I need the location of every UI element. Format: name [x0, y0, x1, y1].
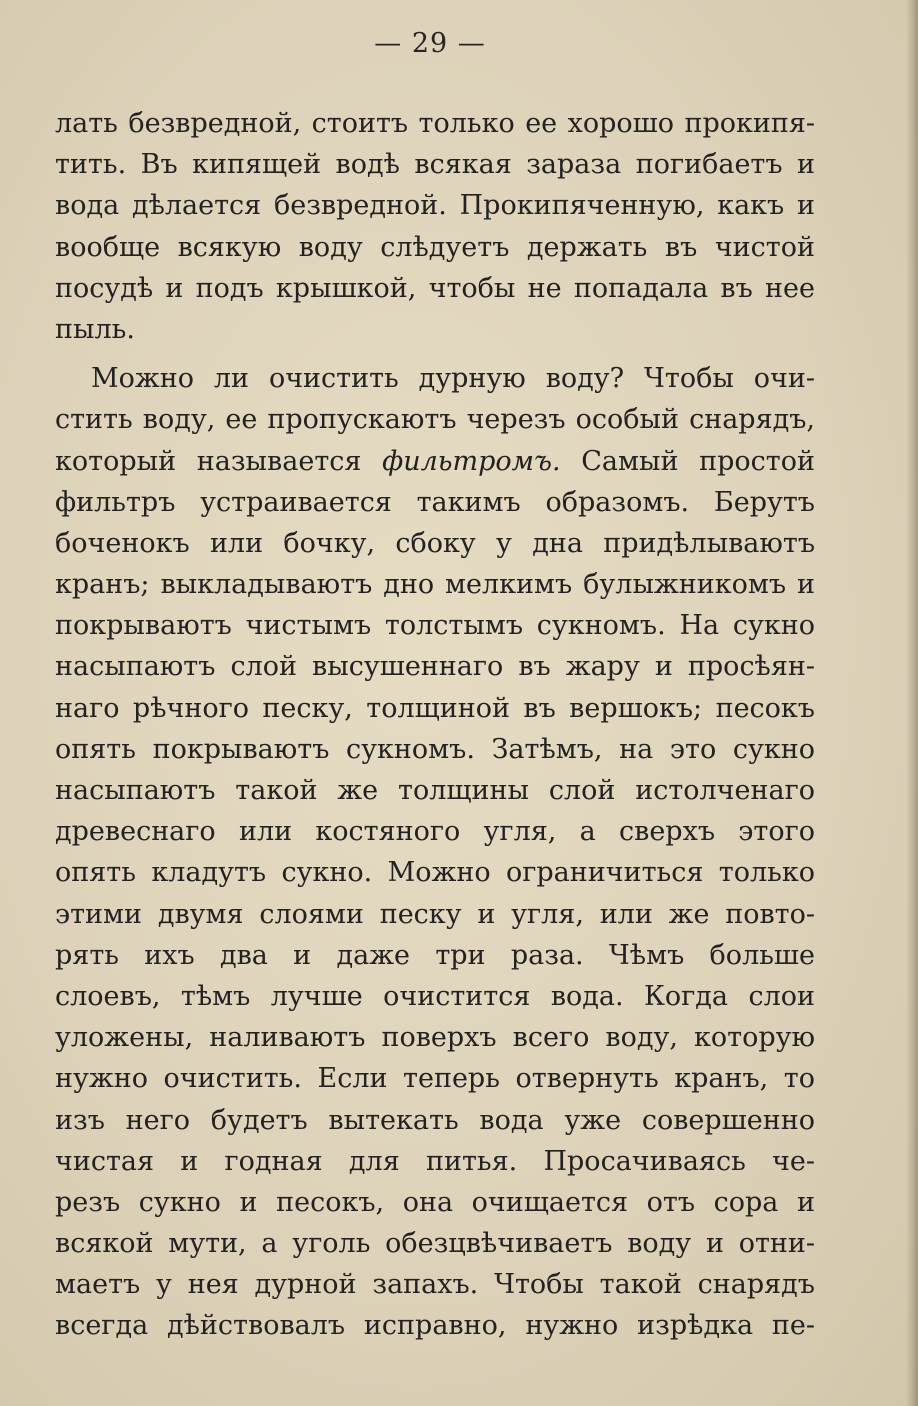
text-line: нужно очистить. Если теперь отвернуть кранъ, то	[55, 1063, 815, 1095]
page-number: — 29 —	[374, 28, 486, 59]
text-line: кранъ; выкладываютъ дно мелкимъ булыжникомъ и	[55, 569, 815, 601]
body-text	[55, 103, 815, 1347]
text-line: вода дѣлается безвредной. Прокипяченную, какъ и	[55, 190, 815, 222]
text-line: тить. Въ кипящей водѣ всякая зараза погибаетъ и	[55, 149, 815, 181]
text-line: насыпаютъ слой высушеннаго въ жару и просѣян-	[55, 651, 815, 683]
text-line: древеснаго или костяного угля, а сверхъ этого	[55, 816, 815, 848]
text-segment: Самый простой	[560, 445, 815, 477]
text-line: насыпаютъ такой же толщины слой истолченаго	[55, 775, 815, 806]
page-edge-shadow	[906, 0, 918, 1406]
text-line: фильтръ устраивается такимъ образомъ. Берутъ	[55, 486, 815, 518]
text-line: чистая и годная для питья. Просачиваясь че-	[55, 1145, 815, 1177]
text-line: покрываютъ чистымъ толстымъ сукномъ. На сукно	[55, 610, 815, 642]
text-line: всегда дѣйствовалъ исправно, нужно изрѣдка пе-	[55, 1310, 815, 1342]
text-line: этими двумя слоями песку и угля, или же повто-	[55, 898, 815, 930]
text-line: рять ихъ два и даже три раза. Чѣмъ больше	[55, 939, 815, 971]
text-line: слоевъ, тѣмъ лучше очистится вода. Когда слои	[55, 980, 815, 1012]
text-line: уложены, наливаютъ поверхъ всего воду, которую	[55, 1022, 815, 1054]
text-line: маетъ у нея дурной запахъ. Чтобы такой снарядъ	[55, 1269, 815, 1301]
text-line: боченокъ или бочку, сбоку у дна придѣлываютъ	[55, 527, 815, 559]
text-line: опять покрываютъ сукномъ. Затѣмъ, на это сукно	[55, 733, 815, 765]
text-line: посудѣ и подъ крышкой, чтобы не попадала въ нее	[55, 272, 815, 304]
emphasized-term: фильтромъ.	[382, 445, 561, 477]
text-segment: который называется	[55, 445, 383, 477]
text-line: вообще всякую воду слѣдуетъ держать въ чистой	[55, 231, 815, 263]
text-line: изъ него будетъ вытекать вода уже совершенно	[55, 1104, 815, 1136]
text-line: резъ сукно и песокъ, она очищается отъ сора и	[55, 1186, 815, 1218]
text-line: наго рѣчного песку, толщиной въ вершокъ; песокъ	[55, 692, 815, 724]
text-line: всякой мути, а уголь обезцвѣчиваетъ воду и отни-	[55, 1228, 815, 1260]
text-line: Можно ли очистить дурную воду? Чтобы очи-	[91, 363, 815, 395]
text-line: лать безвредной, стоитъ только ее хорошо прокипя-	[55, 108, 815, 139]
text-line: стить воду, ее пропускаютъ черезъ особый снарядъ,	[55, 404, 815, 436]
text-line: опять кладутъ сукно. Можно ограничиться только	[55, 857, 815, 889]
text-line	[55, 441, 815, 482]
text-line: пыль.	[55, 313, 135, 345]
